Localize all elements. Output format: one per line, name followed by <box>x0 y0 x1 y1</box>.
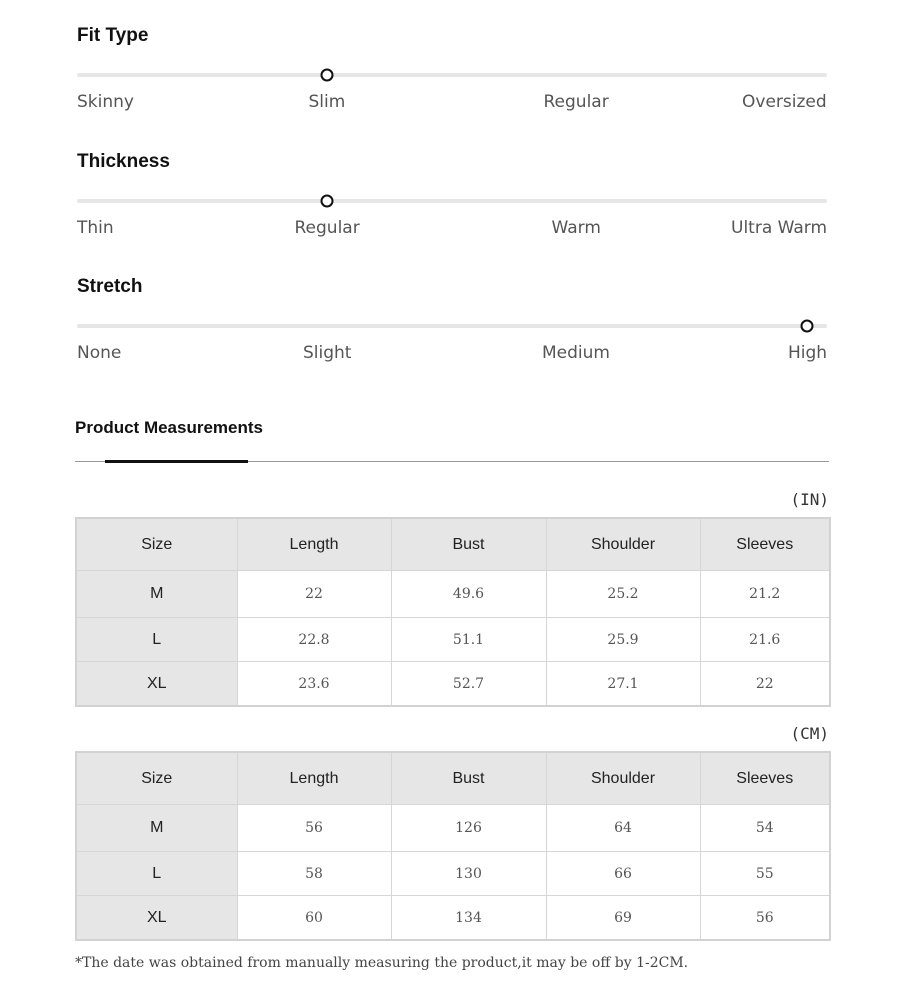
scale-label: Regular <box>294 218 360 238</box>
table-row <box>76 618 830 662</box>
table-cell: 23.6 <box>237 662 391 707</box>
footnote: *The date was obtained from manually measuring the product,it may be off by 1-2CM. <box>75 955 689 971</box>
measurement-table-cm <box>75 751 831 941</box>
column-header: Size <box>76 752 237 805</box>
table-row <box>76 852 830 896</box>
scale-label: High <box>788 343 828 363</box>
scale-track <box>77 199 827 203</box>
column-header: Sleeves <box>700 518 830 571</box>
scale-track <box>77 73 827 77</box>
size-cell: XL <box>76 896 237 941</box>
size-cell: XL <box>76 662 237 707</box>
table-header-row <box>76 518 830 571</box>
scale-marker <box>801 320 814 333</box>
table-cell: 21.2 <box>700 571 830 618</box>
column-header: Length <box>237 752 391 805</box>
scale-title: Thickness <box>77 151 170 172</box>
scale-marker <box>321 195 334 208</box>
scale-title: Stretch <box>77 276 143 297</box>
size-cell: L <box>76 852 237 896</box>
table-cell: 69 <box>546 896 700 941</box>
table-cell: 130 <box>391 852 546 896</box>
scale-label: Ultra Warm <box>731 218 828 238</box>
scale-label: Warm <box>551 218 601 238</box>
unit-label-cm: (CM) <box>790 724 829 743</box>
scale-label: Medium <box>542 343 610 363</box>
table-row <box>76 571 830 618</box>
table-cell: 22 <box>237 571 391 618</box>
scale-label: Slim <box>308 92 346 112</box>
table-cell: 22.8 <box>237 618 391 662</box>
table-cell: 51.1 <box>391 618 546 662</box>
unit-label-in: (IN) <box>790 490 829 509</box>
table-cell: 134 <box>391 896 546 941</box>
measurement-table-in <box>75 517 831 707</box>
table-cell: 64 <box>546 805 700 852</box>
column-header: Sleeves <box>700 752 830 805</box>
size-cell: M <box>76 571 237 618</box>
scale-label: Slight <box>303 343 352 363</box>
table-cell: 25.9 <box>546 618 700 662</box>
table-cell: 49.6 <box>391 571 546 618</box>
scale-track <box>77 324 827 328</box>
scale-label: Skinny <box>77 92 134 112</box>
scale-label: Oversized <box>742 92 827 112</box>
table-cell: 27.1 <box>546 662 700 707</box>
scale-label: Regular <box>543 92 609 112</box>
table-cell: 22 <box>700 662 830 707</box>
scale-title: Fit Type <box>77 25 149 46</box>
table-cell: 54 <box>700 805 830 852</box>
column-header: Shoulder <box>546 752 700 805</box>
table-cell: 52.7 <box>391 662 546 707</box>
table-header-row <box>76 752 830 805</box>
table-cell: 25.2 <box>546 571 700 618</box>
table-cell: 56 <box>700 896 830 941</box>
scale-label: Thin <box>77 218 114 238</box>
table-cell: 55 <box>700 852 830 896</box>
table-cell: 58 <box>237 852 391 896</box>
table-row <box>76 896 830 941</box>
size-cell: M <box>76 805 237 852</box>
column-header: Shoulder <box>546 518 700 571</box>
section-title: Product Measurements <box>75 418 263 437</box>
column-header: Length <box>237 518 391 571</box>
table-cell: 126 <box>391 805 546 852</box>
column-header: Bust <box>391 752 546 805</box>
table-cell: 60 <box>237 896 391 941</box>
table-cell: 66 <box>546 852 700 896</box>
table-row <box>76 805 830 852</box>
section-accent-underline <box>105 460 248 463</box>
table-cell: 56 <box>237 805 391 852</box>
table-cell: 21.6 <box>700 618 830 662</box>
column-header: Size <box>76 518 237 571</box>
scale-label: None <box>77 343 122 363</box>
column-header: Bust <box>391 518 546 571</box>
size-cell: L <box>76 618 237 662</box>
scale-marker <box>321 69 334 82</box>
table-row <box>76 662 830 707</box>
